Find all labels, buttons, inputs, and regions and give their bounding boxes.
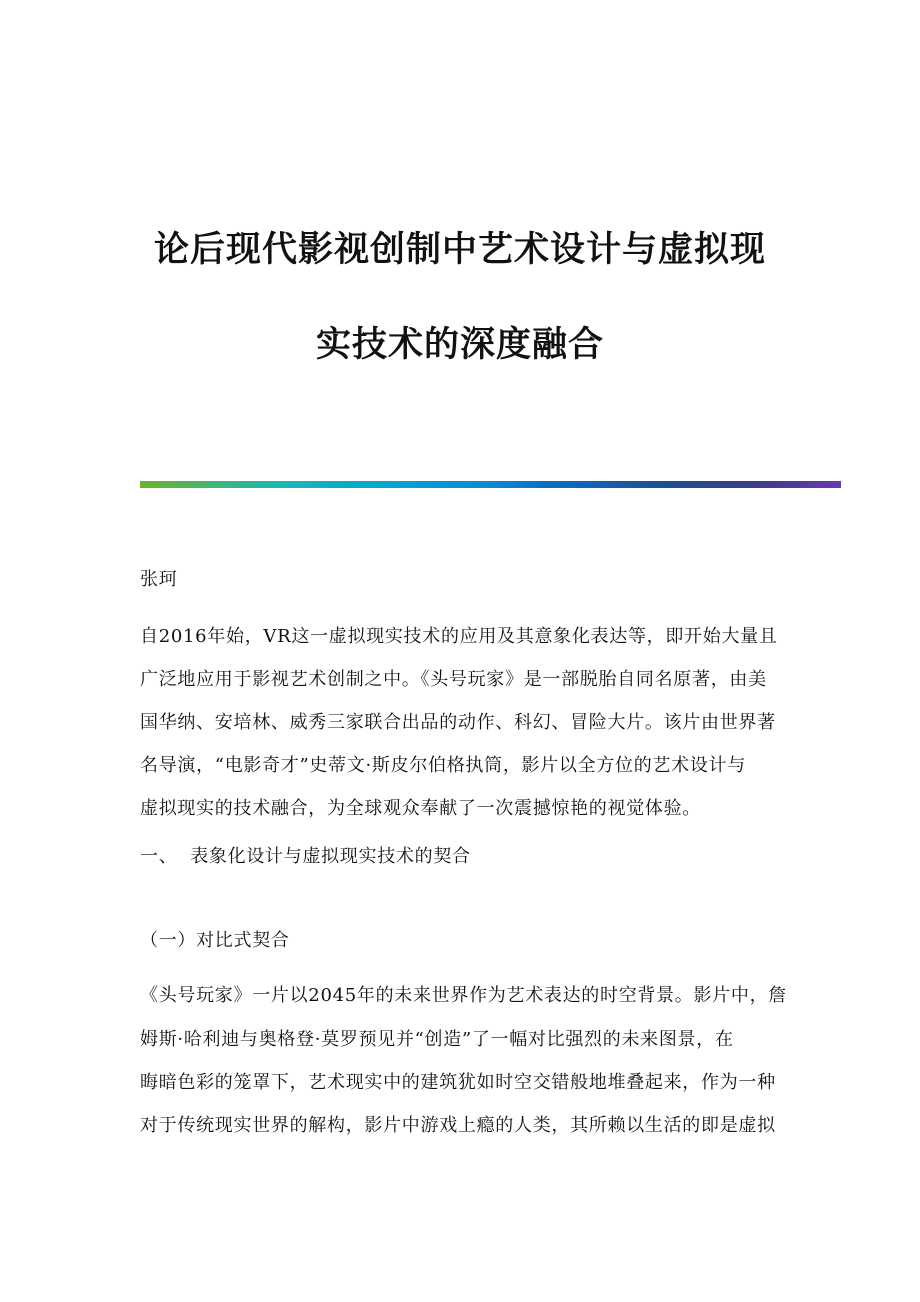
paragraph-1-line: 虚拟现实的技术融合，为全球观众奉献了一次震撼惊艳的视觉体验。: [140, 798, 701, 819]
paragraph-1-line: 名导演，“电影奇才”史蒂文·斯皮尔伯格执筒，影片以全方位的艺术设计与: [140, 755, 746, 776]
paragraph-2-line: 对于传统现实世界的解构，影片中游戏上瘾的人类，其所赖以生活的即是虚拟: [140, 1115, 776, 1136]
document-title-line-2: 实技术的深度融合: [315, 325, 604, 365]
paragraph-1-line: 国华纳、安培林、威秀三家联合出品的动作、科幻、冒险大片。该片由世界著: [140, 712, 776, 733]
paragraph-1-line: 广泛地应用于影视艺术创制之中。《头号玩家》是一部脱胎自同名原著，由美: [140, 669, 767, 690]
subsection-heading: （一）对比式契合: [140, 930, 290, 951]
paragraph-2-line: 姆斯·哈利迪与奥格登·莫罗预见并“创造”了一幅对比强烈的未来图景，在: [140, 1029, 734, 1050]
section-heading: 一、 表象化设计与虚拟现实技术的契合: [140, 846, 471, 867]
gradient-divider: [140, 481, 841, 488]
paragraph-2-line: 晦暗色彩的笼罩下，艺术现实中的建筑犹如时空交错般地堆叠起来，作为一种: [140, 1072, 776, 1093]
paragraph-2-line: 《头号玩家》一片以2045年的未来世界作为艺术表达的时空背景。影片中，詹: [140, 985, 788, 1006]
paragraph-1-line: 自2016年始，VR这一虚拟现实技术的应用及其意象化表达等，即开始大量且: [140, 626, 778, 647]
author-name: 张珂: [140, 569, 178, 590]
document-title-line-1: 论后现代影视创制中艺术设计与虚拟现: [153, 230, 766, 270]
